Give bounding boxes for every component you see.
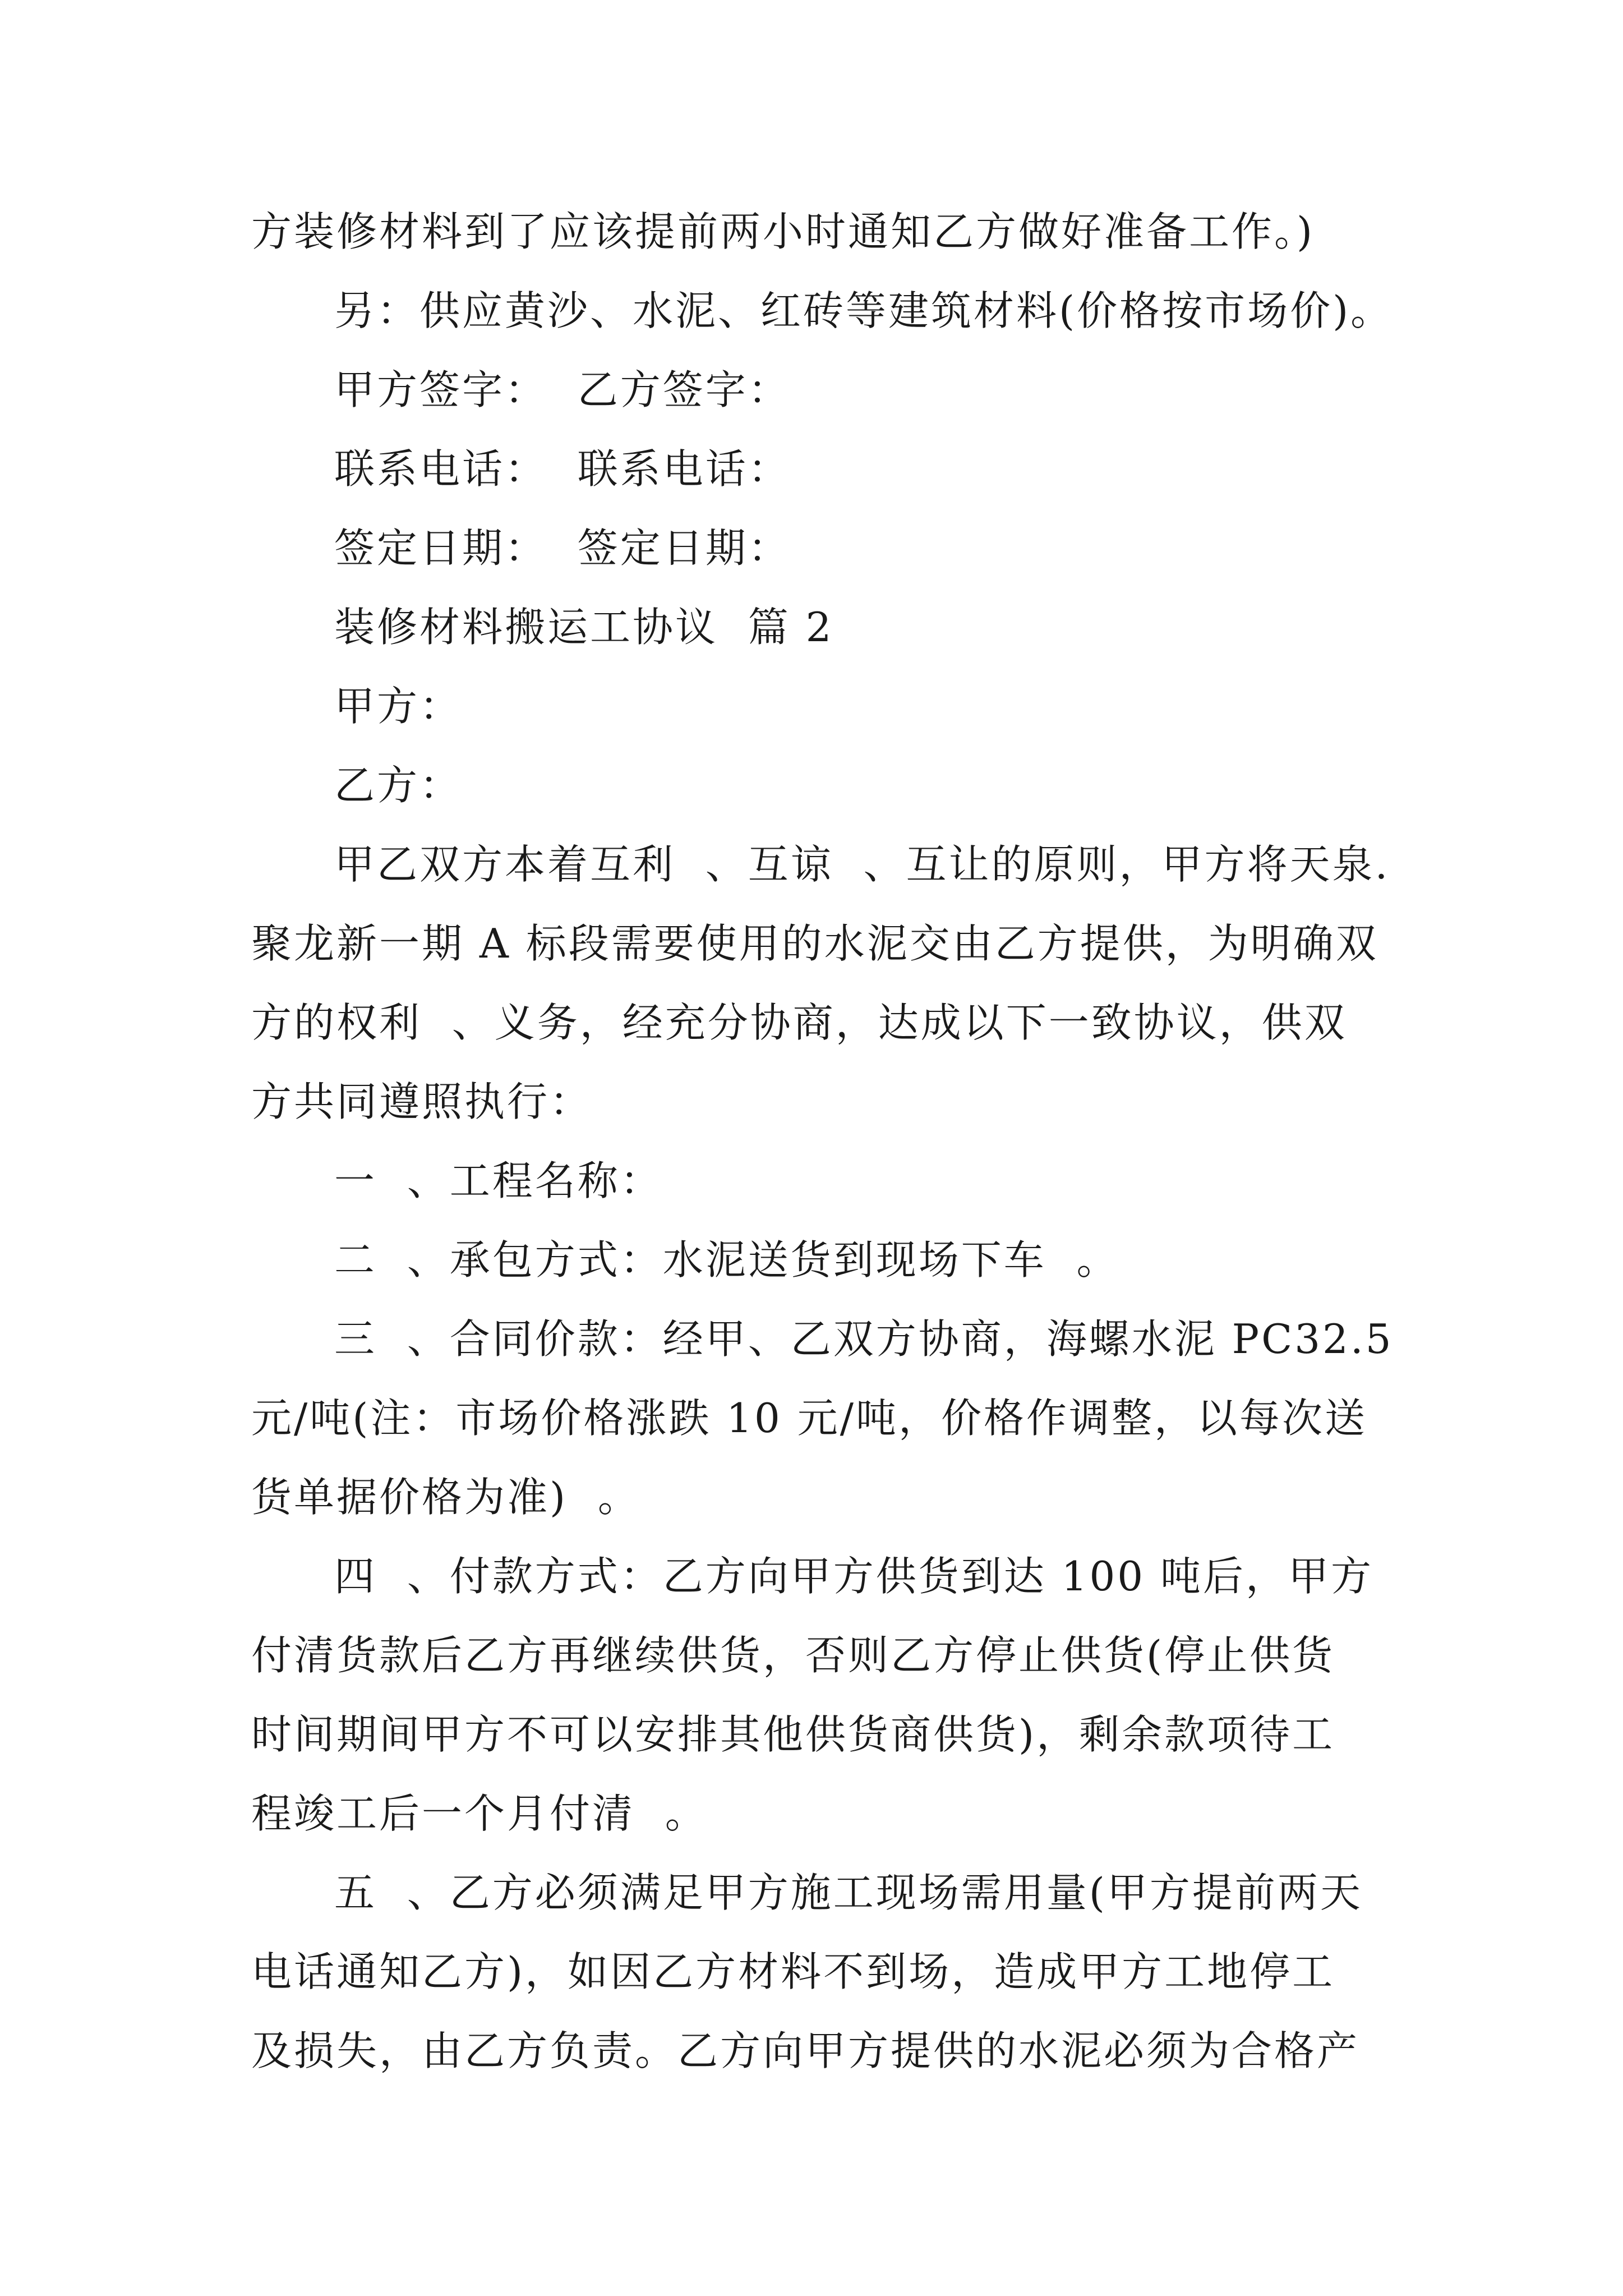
signature-line-party-a-b: 甲方签字： 乙方签字： xyxy=(334,366,791,413)
text-line: 及损失，由乙方负责。乙方向甲方提供的水泥必须为合格产 xyxy=(251,2027,1360,2074)
text-line: 货单据价格为准) 。 xyxy=(251,1474,640,1521)
document-body xyxy=(251,192,1394,2091)
text-line: 聚龙新一期 A 标段需要使用的水泥交由乙方提供，为明确双 xyxy=(251,920,1378,967)
clause-1: 一 、工程名称： xyxy=(334,1157,663,1204)
date-line: 签定日期： 签定日期： xyxy=(334,524,791,572)
party-a-line: 甲方： xyxy=(334,683,463,730)
text-line: 方装修材料到了应该提前两小时通知乙方做好准备工作。) xyxy=(251,208,1315,255)
clause-5: 五 、乙方必须满足甲方施工现场需用量(甲方提前两天 xyxy=(334,1869,1363,1916)
text-line: 时间期间甲方不可以安排其他供货商供货)，剩余款项待工 xyxy=(251,1711,1335,1758)
text-line: 电话通知乙方)，如因乙方材料不到场，造成甲方工地停工 xyxy=(251,1948,1335,1995)
text-line: 付清货款后乙方再继续供货，否则乙方停止供货(停止供货 xyxy=(251,1632,1335,1679)
text-line: 另：供应黄沙、水泥、红砖等建筑材料(价格按市场价)。 xyxy=(334,287,1394,334)
clause-4: 四 、付款方式：乙方向甲方供货到达 100 吨后，甲方 xyxy=(334,1553,1373,1600)
section-title: 装修材料搬运工协议 篇 2 xyxy=(334,604,834,651)
clause-2: 二 、承包方式：水泥送货到现场下车 。 xyxy=(334,1236,1119,1283)
phone-line: 联系电话： 联系电话： xyxy=(334,445,791,493)
text-line: 元/吨(注：市场价格涨跌 10 元/吨，价格作调整，以每次送 xyxy=(251,1395,1367,1442)
text-line: 甲乙双方本着互利 、互谅 、互让的原则，甲方将天泉. xyxy=(334,841,1390,888)
clause-3: 三 、合同价款：经甲、乙双方协商，海螺水泥 PC32.5 xyxy=(334,1315,1394,1363)
text-line: 方共同遵照执行： xyxy=(251,1078,593,1125)
text-line: 方的权利 、义务，经充分协商，达成以下一致协议，供双 xyxy=(251,999,1347,1046)
party-b-line: 乙方： xyxy=(334,762,463,809)
text-line: 程竣工后一个月付清 。 xyxy=(251,1790,708,1837)
